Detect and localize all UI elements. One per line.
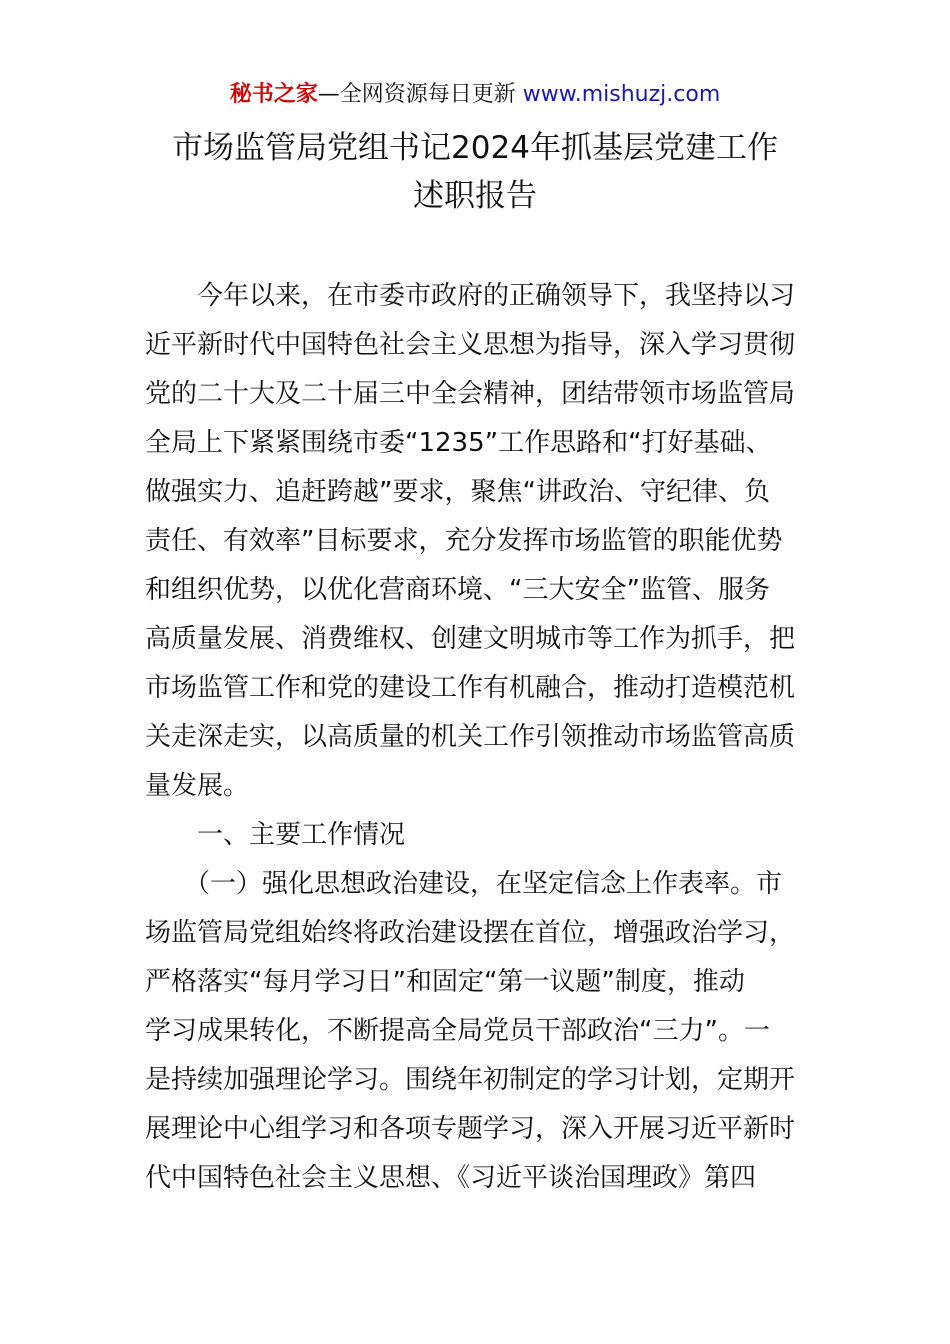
body-line: 场监管局党组始终将政治建设摆在首位，增强政治学习， [145, 918, 796, 948]
document-title-line-1: 市场监管局党组书记2024年抓基层党建工作 [172, 130, 778, 166]
body-line: 做强实力、追赶跨越”要求，聚焦“讲政治、守纪律、负 [145, 477, 770, 507]
body-line: 量发展。 [145, 771, 250, 801]
body-line: 关走深走实，以高质量的机关工作引领推动市场监管高质 [145, 722, 796, 752]
body-line: 展理论中心组学习和各项专题学习，深入开展习近平新时 [145, 1114, 796, 1144]
document-title-line-2: 述职报告 [413, 178, 537, 214]
body-line: 严格落实“每月学习日”和固定“第一议题”制度，推动 [145, 967, 745, 997]
banner-tagline: —全网资源每日更新 [317, 82, 523, 107]
body-line: 党的二十大及二十届三中全会精神，团结带领市场监管局 [145, 379, 796, 409]
body-line: 代中国特色社会主义思想、《习近平谈治国理政》第四 [145, 1163, 757, 1193]
body-line: 市场监管工作和党的建设工作有机融合，推动打造模范机 [145, 673, 796, 703]
site-url-link[interactable]: www.mishuzj.com [522, 82, 721, 107]
site-banner [0, 80, 950, 110]
body-line: 是持续加强理论学习。围绕年初制定的学习计划，定期开 [145, 1065, 796, 1095]
body-line: （一）强化思想政治建设，在坚定信念上作表率。市 [145, 869, 783, 899]
body-line: 高质量发展、消费维权、创建文明城市等工作为抓手，把 [145, 624, 796, 654]
body-line: 学习成果转化，不断提高全局党员干部政治“三力”。一 [145, 1016, 770, 1046]
section-heading: 一、主要工作情况 [145, 820, 406, 850]
body-line: 今年以来，在市委市政府的正确领导下，我坚持以习 [145, 281, 796, 311]
body-line: 责任、有效率”目标要求，充分发挥市场监管的职能优势 [145, 526, 783, 556]
body-line: 近平新时代中国特色社会主义思想为指导，深入学习贯彻 [145, 330, 796, 360]
body-line: 和组织优势，以优化营商环境、“三大安全”监管、服务 [145, 575, 770, 605]
body-line: 全局上下紧紧围绕市委“1235”工作思路和“打好基础、 [145, 428, 772, 458]
brand-name: 秘书之家 [229, 82, 318, 107]
